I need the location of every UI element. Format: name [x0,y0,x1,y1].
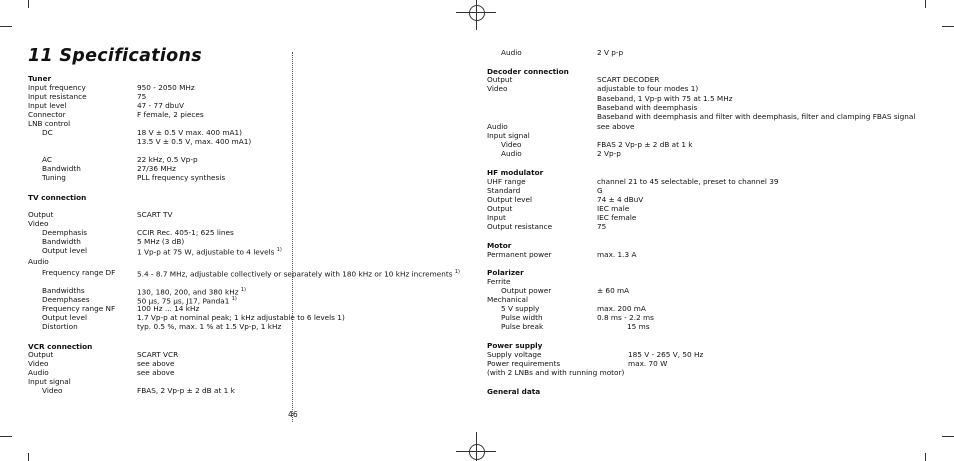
spec-value: Baseband with deemphasis and filter with deemphasis, filter and clamping FBAS signal [597,112,916,121]
spec-label: Mechanical [487,295,529,304]
spec-value: 950 - 2050 MHz [137,83,195,92]
section-heading: Decoder connection [487,67,569,76]
section-heading: Polarizer [487,268,524,277]
spec-value: 5.4 - 8.7 MHz, adjustable collectively or separately with 180 kHz or 10 kHz increments $^{1)}$ [137,269,460,279]
spec-label: Input signal [28,377,71,386]
spec-label: Supply voltage [487,350,542,359]
spec-label: Pulse width [501,313,543,322]
spec-value: 0.8 ms - 2.2 ms [597,313,654,322]
spec-label: 5 V supply [501,304,540,313]
spec-value: ± 60 mA [597,286,630,295]
spec-value: FBAS 2 Vp-p ± 2 dB at 1 k [597,140,693,149]
footnote-ref: 1) [231,296,237,302]
spec-value: see above [137,368,175,377]
spec-label: Output level [42,313,88,322]
spec-value: IEC female [597,213,637,222]
spec-value: 5 MHz (3 dB) [137,237,185,246]
spec-label: Standard [487,186,521,195]
footnote-ref: 1) [240,287,247,293]
crop-mark [942,436,954,437]
spec-value: 75 [597,222,607,231]
spec-value: FBAS, 2 Vp-p ± 2 dB at 1 k [137,386,235,395]
spec-label: Video [28,219,49,228]
spec-label: Video [28,359,49,368]
crop-mark [28,453,29,461]
footnote-ref: 1) [454,269,460,275]
spec-value: 13.5 V ± 0.5 V, max. 400 mA1) [137,137,252,146]
spec-value: SCART VCR [137,350,179,359]
spec-value: 27/36 MHz [137,164,176,173]
spec-label: Audio [28,368,49,377]
footnote-ref: 1) [276,247,282,253]
spec-label: Output level [487,195,533,204]
spec-value: Baseband, 1 Vp-p with 75 at 1.5 MHz [597,94,733,103]
spec-value: max. 200 mA [597,304,646,313]
spec-value: adjustable to four modes 1) [597,84,699,93]
spec-label: Output level [42,246,88,255]
spec-label: Output [28,210,54,219]
crop-mark [0,436,12,437]
spec-label: Audio [28,257,49,266]
spec-value: 15 ms [627,322,650,331]
spec-label: AC [42,155,52,164]
spec-value: 47 - 77 dbuV [137,101,185,110]
spec-label: Permanent power [487,250,552,259]
spec-label: Ferrite [487,277,511,286]
spec-label: (with 2 LNBs and with running motor) [487,368,625,377]
spec-label: Audio [501,48,522,57]
spec-value: 22 kHz, 0.5 Vp-p [137,155,198,164]
spec-label: Input signal [487,131,530,140]
spec-value: G [597,186,603,195]
registration-mark-icon [469,444,485,460]
crop-mark [925,0,926,8]
spec-label: Video [42,386,63,395]
spec-value: F female, 2 pieces [137,110,204,119]
registration-mark-icon [469,5,485,21]
spec-label: Bandwidth [42,164,81,173]
spec-label: Input level [28,101,67,110]
spec-label: Pulse break [501,322,544,331]
section-heading: Tuner [28,74,52,83]
page-title: 11 Specifications [28,46,202,66]
spec-label: Frequency range DF [42,268,116,277]
section-heading: VCR connection [28,342,93,351]
spec-value: typ. 0.5 %, max. 1 % at 1.5 Vp-p, 1 kHz [137,322,282,331]
spec-label: Audio [501,149,522,158]
spec-value: IEC male [597,204,630,213]
spec-label: Output [28,350,54,359]
spec-label: DC [42,128,53,137]
spec-label: Video [487,84,508,93]
spec-label: Deemphasis [42,228,88,237]
section-heading: Power supply [487,341,543,350]
spec-label: Distortion [42,322,78,331]
spec-label: Connector [28,110,66,119]
spec-label: Input resistance [28,92,87,101]
spec-label: Video [501,140,522,149]
spec-label: LNB control [28,119,71,128]
spec-label: Output power [501,286,552,295]
spec-value: 18 V ± 0.5 V max. 400 mA1) [137,128,242,137]
spec-label: Output [487,75,513,84]
spec-label: Output resistance [487,222,553,231]
spec-value: 74 ± 4 dBuV [597,195,644,204]
spec-value: 100 Hz ... 14 kHz [137,304,200,313]
spec-value: 185 V - 265 V, 50 Hz [628,350,704,359]
spec-value: channel 21 to 45 selectable, preset to channel 39 [597,177,779,186]
crop-mark [925,453,926,461]
spec-value: see above [597,122,635,131]
spec-value: SCART DECODER [597,75,660,84]
spec-label: Tuning [42,173,66,182]
section-heading: HF modulator [487,168,544,177]
spec-value: PLL frequency synthesis [137,173,226,182]
spec-value: Baseband with deemphasis [597,103,698,112]
section-heading: TV connection [28,193,87,202]
spec-value: 2 Vp-p [597,149,621,158]
spec-value: CCIR Rec. 405-1; 625 lines [137,228,234,237]
spec-value: SCART TV [137,210,173,219]
spec-label: Bandwidths [42,286,85,295]
spec-value: 50 µs, 75 µs, J17, Panda1 $^{1)}$ [137,296,237,306]
spec-value: see above [137,359,175,368]
spec-label: Deemphases [42,295,90,304]
spec-value: 75 [137,92,147,101]
spec-label: UHF range [487,177,526,186]
spec-label: Input [487,213,506,222]
crop-mark [942,26,954,27]
spec-label: Audio [487,122,508,131]
section-heading: General data [487,387,541,396]
spec-value: 2 V p-p [597,48,624,57]
section-heading: Motor [487,241,512,250]
crop-mark [28,0,29,8]
page-number: 46 [288,410,298,419]
spec-label: Bandwidth [42,237,81,246]
spec-value: max. 70 W [628,359,668,368]
spec-label: Frequency range NF [42,304,116,313]
column-separator [292,52,293,422]
spec-value: 130, 180, 200, and 380 kHz $^{1)}$ [137,287,247,297]
spec-label: Input frequency [28,83,86,92]
crop-mark [0,26,12,27]
spec-value: max. 1.3 A [597,250,637,259]
spec-value: 1 Vp-p at 75 W, adjustable to 4 levels $^{1)}$ [137,247,282,257]
spec-label: Power requirements [487,359,561,368]
spec-value: 1.7 Vp-p at nominal peak; 1 kHz adjustable to 6 levels 1) [137,313,345,322]
spec-label: Output [487,204,513,213]
